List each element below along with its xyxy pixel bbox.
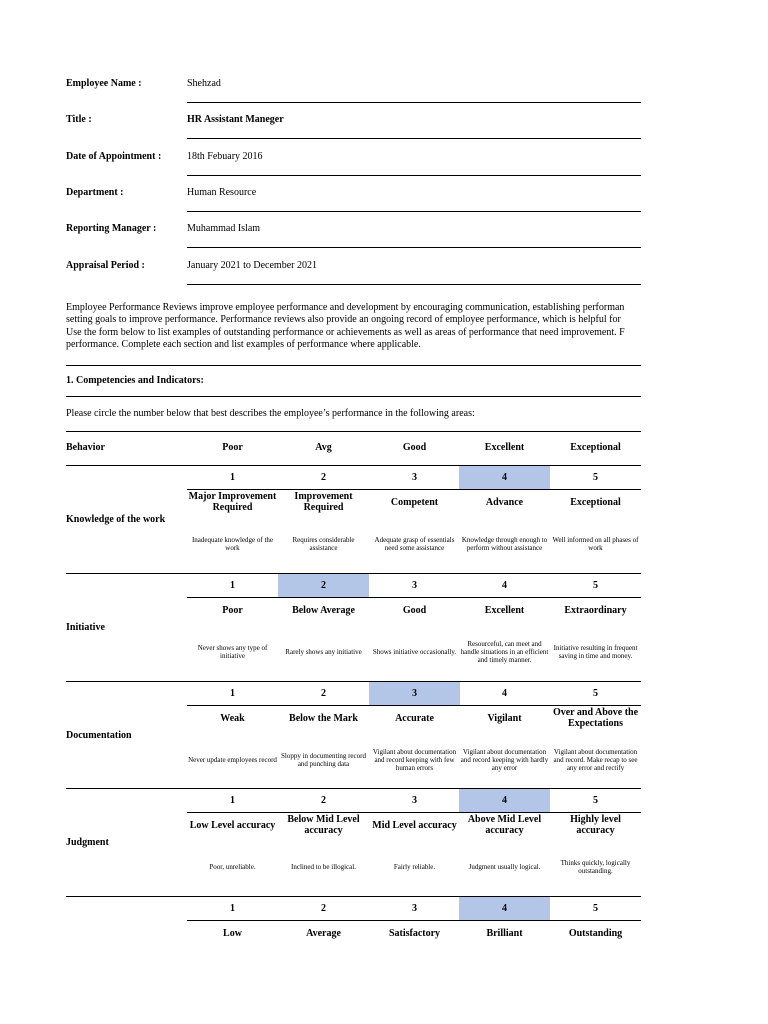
rating-title-text: Major Improvement Required bbox=[188, 491, 277, 513]
rating-number[interactable]: 1 bbox=[230, 580, 235, 591]
behavior-name: Initiative bbox=[66, 622, 105, 633]
info-label: Title : bbox=[66, 114, 92, 125]
rating-title bbox=[278, 598, 369, 622]
behavior-name: Judgment bbox=[66, 837, 109, 848]
info-underline bbox=[187, 211, 641, 212]
rating-title bbox=[550, 813, 641, 837]
rating-description-text: Inclined to be illogical. bbox=[291, 862, 356, 871]
competency-block bbox=[66, 897, 641, 1005]
rating-title-text: Weak bbox=[220, 712, 245, 724]
rating-description bbox=[550, 624, 641, 680]
rating-title bbox=[550, 598, 641, 622]
number-underline bbox=[187, 597, 641, 598]
rating-description bbox=[550, 839, 641, 895]
rating-number[interactable]: 5 bbox=[593, 688, 598, 699]
info-value: Human Resource bbox=[187, 187, 257, 198]
rating-number[interactable]: 3 bbox=[412, 580, 417, 591]
rating-description bbox=[187, 732, 278, 788]
rating-description-text: Never shows any type of initiative bbox=[197, 643, 268, 660]
competency-block bbox=[66, 574, 641, 682]
rating-description-text: Vigilant about documentation and record keeping with few human errors bbox=[372, 747, 457, 773]
rating-description-text: Shows initiative occasionally. bbox=[372, 647, 457, 656]
info-value: Muhammad Islam bbox=[187, 223, 261, 234]
rating-description bbox=[187, 947, 278, 1003]
rating-title bbox=[550, 706, 641, 730]
info-underline bbox=[187, 175, 641, 176]
rating-title bbox=[369, 921, 460, 945]
info-value: HR Assistant Maneger bbox=[187, 114, 284, 125]
info-value: January 2021 to December 2021 bbox=[187, 260, 317, 271]
rating-description-text: Never update employees record bbox=[188, 755, 277, 764]
info-row bbox=[66, 151, 641, 187]
rating-number[interactable]: 4 bbox=[459, 466, 550, 489]
number-underline bbox=[187, 705, 641, 706]
info-underline bbox=[187, 138, 641, 139]
header-excellent: Excellent bbox=[484, 442, 525, 453]
rating-title-text: Improvement Required bbox=[294, 491, 353, 513]
rating-description bbox=[369, 732, 460, 788]
rating-title bbox=[187, 813, 278, 837]
info-row bbox=[66, 260, 641, 296]
rating-title-text: Advance bbox=[485, 496, 524, 508]
rating-number[interactable]: 2 bbox=[321, 472, 326, 483]
rating-number[interactable]: 2 bbox=[321, 688, 326, 699]
competency-block bbox=[66, 682, 641, 790]
rating-title bbox=[187, 598, 278, 622]
rating-title-text: Vigilant bbox=[487, 712, 522, 724]
rating-number[interactable]: 5 bbox=[593, 795, 598, 806]
rating-title bbox=[187, 706, 278, 730]
rating-description-text: Poor, unreliable. bbox=[209, 862, 256, 871]
header-exceptional: Exceptional bbox=[570, 442, 621, 453]
rating-description bbox=[459, 516, 550, 572]
header-behavior: Behavior bbox=[66, 442, 105, 453]
rating-description bbox=[278, 516, 369, 572]
number-underline bbox=[187, 812, 641, 813]
rating-description bbox=[550, 732, 641, 788]
section-title: 1. Competencies and Indicators: bbox=[66, 375, 204, 386]
competency-block bbox=[66, 789, 641, 897]
info-label: Department : bbox=[66, 187, 124, 198]
info-underline bbox=[187, 247, 641, 248]
info-label: Date of Appointment : bbox=[66, 151, 162, 162]
rating-number[interactable]: 5 bbox=[593, 580, 598, 591]
info-value: 18th Febuary 2016 bbox=[187, 151, 263, 162]
rating-description bbox=[278, 732, 369, 788]
rating-title-text: Outstanding bbox=[568, 927, 623, 939]
rating-title-text: Low Level accuracy bbox=[189, 819, 276, 831]
info-label: Appraisal Period : bbox=[66, 260, 145, 271]
rating-description bbox=[459, 839, 550, 895]
rating-number[interactable]: 4 bbox=[502, 688, 507, 699]
rating-description bbox=[369, 516, 460, 572]
rating-title-text: Mid Level accuracy bbox=[372, 819, 457, 831]
rating-title-text: Brilliant bbox=[486, 927, 523, 939]
behavior-name: Documentation bbox=[66, 730, 132, 741]
header-poor: Poor bbox=[222, 442, 243, 453]
rating-description bbox=[187, 516, 278, 572]
rating-title bbox=[369, 813, 460, 837]
rating-title-text: Good bbox=[402, 604, 427, 616]
rating-description-text: Vigilant about documentation and record. Make recap to see any error and rectify bbox=[553, 747, 638, 773]
rating-title-text: Above Mid Level accuracy bbox=[467, 814, 542, 836]
rating-title bbox=[550, 921, 641, 945]
rating-number[interactable]: 3 bbox=[412, 472, 417, 483]
rating-description bbox=[187, 839, 278, 895]
rating-number[interactable]: 4 bbox=[502, 580, 507, 591]
intro-paragraph bbox=[66, 302, 641, 350]
rating-description bbox=[459, 947, 550, 1003]
rating-description bbox=[459, 732, 550, 788]
rating-description bbox=[369, 839, 460, 895]
rating-title-text: Excellent bbox=[484, 604, 525, 616]
rating-title bbox=[187, 490, 278, 514]
rating-title bbox=[278, 813, 369, 837]
rating-description bbox=[369, 947, 460, 1003]
info-label: Reporting Manager : bbox=[66, 223, 157, 234]
number-underline bbox=[187, 920, 641, 921]
intro-line: performance. Complete each section and list examples of performance where applicable. bbox=[66, 338, 421, 350]
info-row bbox=[66, 187, 641, 223]
info-underline bbox=[187, 284, 641, 285]
header-good: Good bbox=[402, 442, 427, 453]
behavior-name: Knowledge of the work bbox=[66, 514, 166, 525]
rating-title-text: Highly level accuracy bbox=[570, 814, 621, 836]
rating-number[interactable]: 1 bbox=[230, 472, 235, 483]
rating-title bbox=[459, 813, 550, 837]
rating-description-text: Rarely shows any initiative bbox=[285, 647, 362, 656]
rating-number[interactable]: 2 bbox=[321, 795, 326, 806]
rating-title-text: Low bbox=[223, 927, 242, 939]
intro-line: Use the form below to list examples of outstanding performance or achievements as well as areas of performance that need improvement. F bbox=[66, 326, 625, 338]
rating-number[interactable]: 3 bbox=[412, 903, 417, 914]
rating-title bbox=[459, 706, 550, 730]
divider bbox=[66, 396, 641, 397]
info-row bbox=[66, 114, 641, 150]
rating-title-text: Extraordinary bbox=[564, 604, 627, 616]
rating-description-text: Well informed on all phases of work bbox=[552, 535, 639, 552]
info-label: Employee Name : bbox=[66, 78, 142, 89]
rating-description-text: Requires considerable assistance bbox=[292, 535, 355, 552]
rating-title-text: Average bbox=[306, 927, 341, 939]
rating-number[interactable]: 4 bbox=[459, 789, 550, 812]
info-row bbox=[66, 223, 641, 259]
rating-description bbox=[459, 624, 550, 680]
rating-title-text: Below the Mark bbox=[289, 712, 358, 724]
info-row bbox=[66, 78, 641, 114]
rating-description-text: Thinks quickly, logically outstanding. bbox=[560, 858, 631, 875]
rating-title-text: Satisfactory bbox=[388, 927, 441, 939]
rating-description bbox=[187, 624, 278, 680]
rating-title bbox=[459, 598, 550, 622]
rating-number[interactable]: 3 bbox=[369, 682, 460, 705]
rating-number[interactable]: 5 bbox=[593, 472, 598, 483]
rating-title-text: Below Mid Level accuracy bbox=[287, 814, 360, 836]
rating-title bbox=[459, 490, 550, 514]
rating-description bbox=[550, 516, 641, 572]
rating-number[interactable]: 5 bbox=[593, 903, 598, 914]
rating-description-text: Sloppy in documenting record and punching data bbox=[281, 751, 366, 768]
rating-description bbox=[550, 947, 641, 1003]
competency-block bbox=[66, 466, 641, 574]
rating-title-text: Exceptional bbox=[570, 496, 621, 508]
rating-title-text: Accurate bbox=[395, 712, 434, 724]
rating-number[interactable]: 1 bbox=[230, 688, 235, 699]
rating-description-text: Judgment usually logical. bbox=[468, 862, 541, 871]
rating-description-text: Fairly reliable. bbox=[393, 862, 436, 871]
rating-number[interactable]: 2 bbox=[321, 903, 326, 914]
number-underline bbox=[187, 489, 641, 490]
rating-number[interactable]: 1 bbox=[230, 795, 235, 806]
rating-title bbox=[369, 706, 460, 730]
rating-description-text: Initiative resulting in frequent saving in time and money. bbox=[553, 643, 638, 660]
rating-description-text: Vigilant about documentation and record keeping with hardly any error bbox=[460, 747, 549, 773]
rating-number[interactable]: 3 bbox=[412, 795, 417, 806]
rating-title-text: Competent bbox=[390, 496, 439, 508]
rating-title-text: Over and Above the Expectations bbox=[552, 707, 639, 729]
rating-title bbox=[550, 490, 641, 514]
rating-title bbox=[278, 490, 369, 514]
divider bbox=[66, 431, 641, 432]
info-value: Shehzad bbox=[187, 78, 221, 89]
intro-line: setting goals to improve performance. Performance reviews also provide an ongoing record of employee performance, which is helpful for bbox=[66, 314, 621, 326]
rating-title bbox=[459, 921, 550, 945]
rating-title-text: Poor bbox=[222, 604, 243, 616]
rating-description bbox=[278, 839, 369, 895]
rating-description-text: Adequate grasp of essentials need some assistance bbox=[374, 535, 455, 552]
header-avg: Avg bbox=[315, 442, 332, 453]
rating-number[interactable]: 4 bbox=[459, 897, 550, 920]
rating-title bbox=[278, 706, 369, 730]
rating-title-text: Below Average bbox=[292, 604, 355, 616]
rating-title bbox=[187, 921, 278, 945]
divider bbox=[66, 365, 641, 366]
rating-description-text: Knowledge through enough to perform without assistance bbox=[461, 535, 548, 552]
rating-description bbox=[369, 624, 460, 680]
rating-description bbox=[278, 624, 369, 680]
rating-description-text: Resourceful, can meet and handle situations in an efficient and timely manner. bbox=[460, 639, 549, 665]
rating-number[interactable]: 2 bbox=[278, 574, 369, 597]
rating-title bbox=[369, 490, 460, 514]
rating-title bbox=[278, 921, 369, 945]
rating-title bbox=[369, 598, 460, 622]
intro-line: Employee Performance Reviews improve employee performance and development by encouraging communication, establishing performan bbox=[66, 302, 625, 313]
rating-number[interactable]: 1 bbox=[230, 903, 235, 914]
info-underline bbox=[187, 102, 641, 103]
rating-description-text: Inadequate knowledge of the work bbox=[191, 535, 274, 552]
rating-description bbox=[278, 947, 369, 1003]
instruction-text: Please circle the number below that best describes the employee’s performance in the following areas: bbox=[66, 408, 475, 419]
